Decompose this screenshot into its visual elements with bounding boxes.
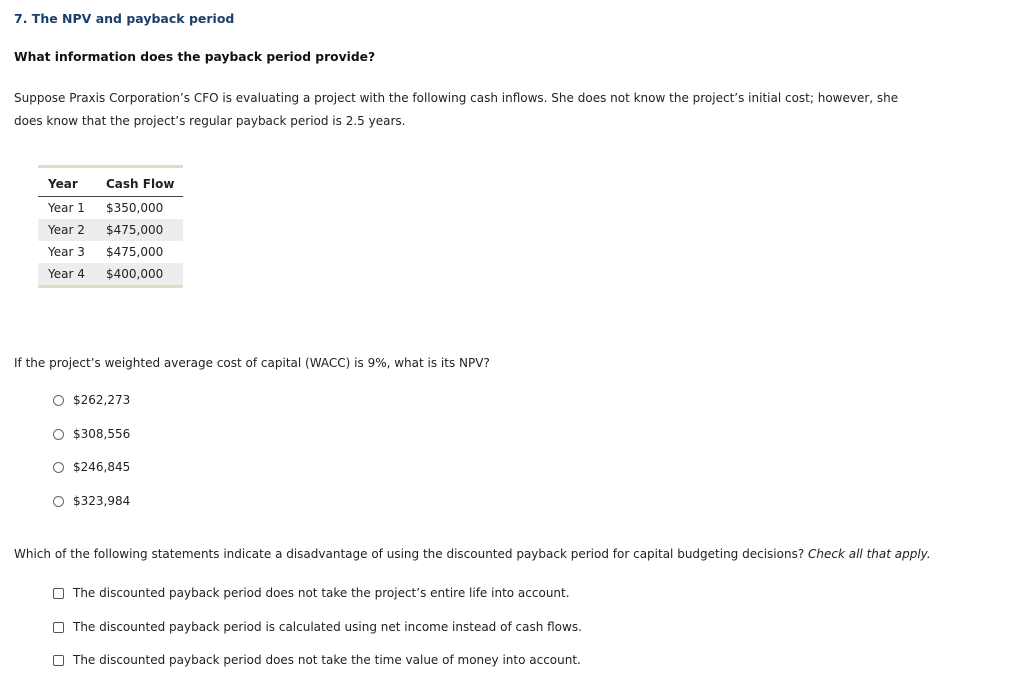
checkbox[interactable]: [53, 588, 64, 599]
year-cell: Year 3: [48, 245, 85, 259]
disadvantage-option-label: The discounted payback period is calculated using net income instead of cash flows.: [73, 619, 582, 634]
npv-option-label: $308,556: [73, 426, 131, 441]
disadvantage-question-text: Which of the following statements indicate a disadvantage of using the discounted payback period for capital budgeting decisions?: [14, 547, 809, 561]
cash-flow-cell: $475,000: [106, 245, 164, 259]
npv-option[interactable]: [53, 460, 130, 494]
disadvantage-option-label: The discounted payback period does not take the project’s entire life into account.: [73, 586, 570, 600]
radio-button[interactable]: [53, 462, 64, 473]
disadvantage-options: [53, 586, 582, 687]
npv-option[interactable]: [53, 494, 130, 528]
cash-flow-cell: $400,000: [96, 263, 183, 287]
radio-button[interactable]: [53, 395, 64, 406]
cash-flow-cell: $475,000: [96, 219, 183, 241]
checkbox[interactable]: [53, 622, 64, 633]
cash-flow-cell: $350,000: [106, 201, 164, 215]
disadvantage-question: [14, 547, 931, 561]
disadvantage-question-instruction: Check all that apply.: [808, 547, 931, 561]
disadvantage-option[interactable]: [53, 653, 582, 687]
npv-option[interactable]: [53, 427, 130, 461]
cash-flow-column-header: Cash Flow: [96, 167, 183, 197]
year-cell: Year 2: [38, 219, 96, 241]
table-row: [38, 263, 183, 287]
npv-option[interactable]: [53, 393, 130, 427]
npv-options: [53, 393, 130, 528]
npv-option-label: $323,984: [73, 494, 131, 509]
table-row: [38, 219, 183, 241]
radio-button[interactable]: [53, 429, 64, 440]
cash-flow-table: [38, 165, 183, 288]
year-cell: Year 1: [48, 201, 85, 215]
table-row: [38, 241, 183, 263]
npv-option-label: $262,273: [73, 393, 131, 407]
year-cell: Year 4: [38, 263, 96, 287]
npv-option-label: $246,845: [73, 460, 131, 475]
disadvantage-option[interactable]: [53, 586, 582, 620]
checkbox[interactable]: [53, 655, 64, 666]
payback-question-heading: What information does the payback period provide?: [14, 50, 376, 64]
year-column-header: Year: [38, 167, 96, 197]
table-row: [38, 197, 183, 220]
disadvantage-option-label: The discounted payback period does not take the time value of money into account.: [73, 653, 581, 668]
disadvantage-option[interactable]: [53, 620, 582, 654]
intro-paragraph: Suppose Praxis Corporation’s CFO is evaluating a project with the following cash inflows. She does not know the project’s initial cost; however, she does know that the project’s regular payback period is 2.5 years.: [14, 91, 899, 128]
npv-question-text: If the project’s weighted average cost of capital (WACC) is 9%, what is its NPV?: [14, 356, 490, 370]
section-title: 7. The NPV and payback period: [14, 11, 235, 26]
radio-button[interactable]: [53, 496, 64, 507]
table-header-row: [38, 167, 183, 197]
